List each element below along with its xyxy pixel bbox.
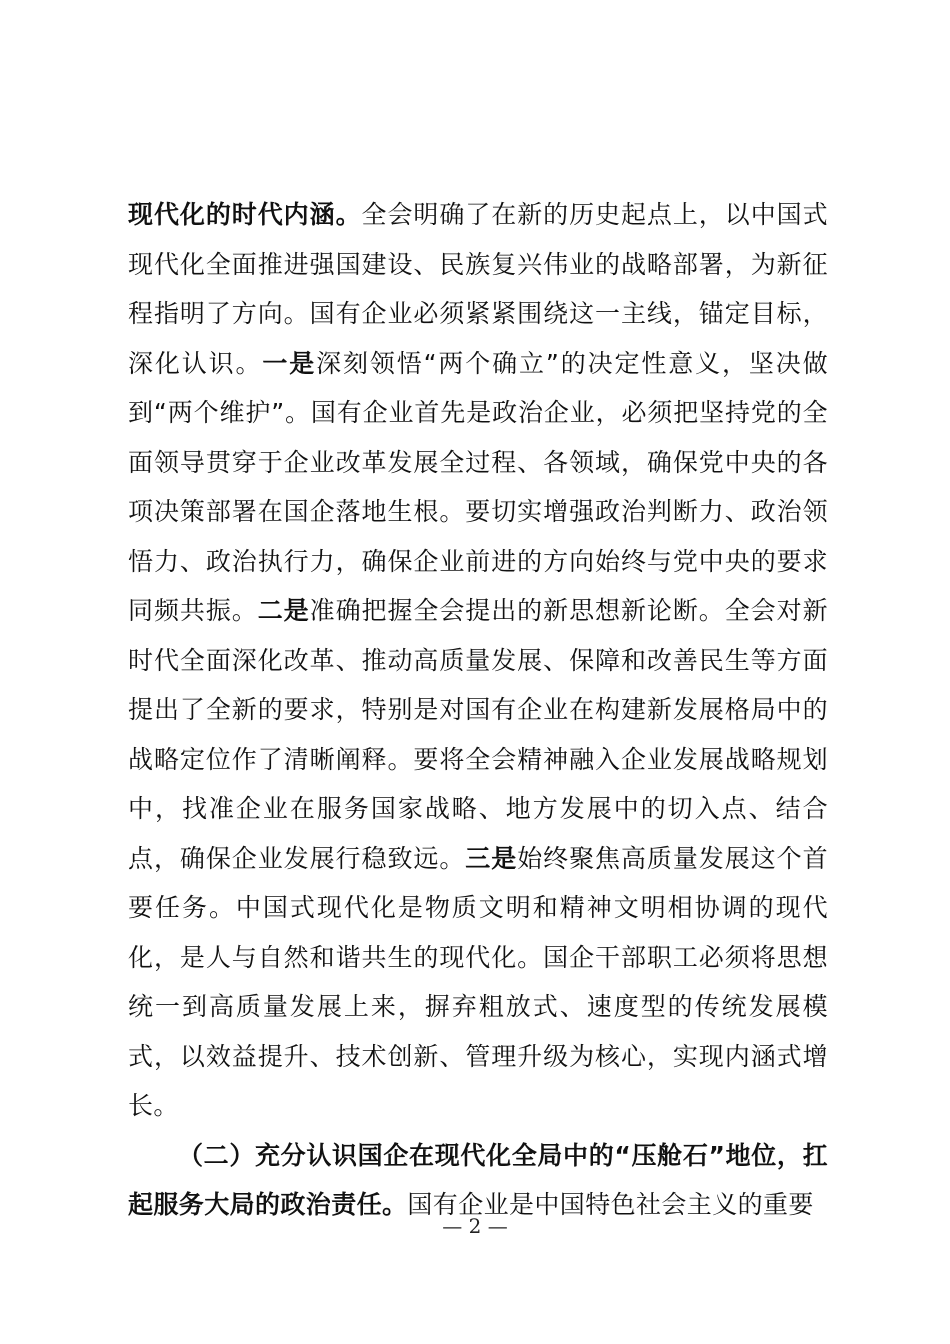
section-text: 国有企业是中国特色社会主义的重要 — [407, 1190, 814, 1219]
point-three-text: 始终聚焦高质量发展这个首要任务。中国式现代化是物质文明和精神文明相协调的现代化，是人与自然和谐共生的现代化。国企干部职工必须将思想统一到高质量发展上来，摒弃粗放式、速度型的传统发展模式，以效益提升、技术创新、管理升级为核心，实现内涵式增长。 — [128, 843, 828, 1120]
section-heading: （二）充分认识国企在现代化全局中的“压舱石”地位，扛起服务大局的政治责任。 — [128, 1140, 828, 1219]
paragraph-continuation — [128, 190, 828, 1131]
document-body — [128, 190, 828, 1230]
point-one-text: 深刻领悟“两个确立”的决定性意义，坚决做到“两个维护”。国有企业首先是政治企业，必须把坚持党的全面领导贯穿于企业改革发展全过程、各领域，确保党中央的各项决策部署在国企落地生根。要切实增强政治判断力、政治领悟力、政治执行力，确保企业前进的方向始终与党中央的要求同频共振。 — [128, 348, 828, 625]
point-two-text: 准确把握全会提出的新思想新论断。全会对新时代全面深化改革、推动高质量发展、保障和改善民生等方面提出了全新的要求，特别是对国有企业在构建新发展格局中的战略定位作了清晰阐释。要将全会精神融入企业发展战略规划中，找准企业在服务国家战略、地方发展中的切入点、结合点，确保企业发展行稳致远。 — [128, 596, 828, 873]
point-one-label: 一是 — [262, 348, 317, 378]
bold-heading-tail: 现代化的时代内涵。 — [128, 200, 362, 229]
point-two-label: 二是 — [257, 596, 310, 625]
page-number: — 2 — — [442, 1214, 508, 1238]
paragraph-text: 全会明确了在新的历史起点上，以中国式现代化全面推进强国建设、民族复兴伟业的战略部署，为新征程指明了方向。国有企业必须紧紧围绕这一主线，锚定目标，深化认识。 — [128, 200, 828, 378]
point-three-label: 三是 — [465, 843, 518, 873]
